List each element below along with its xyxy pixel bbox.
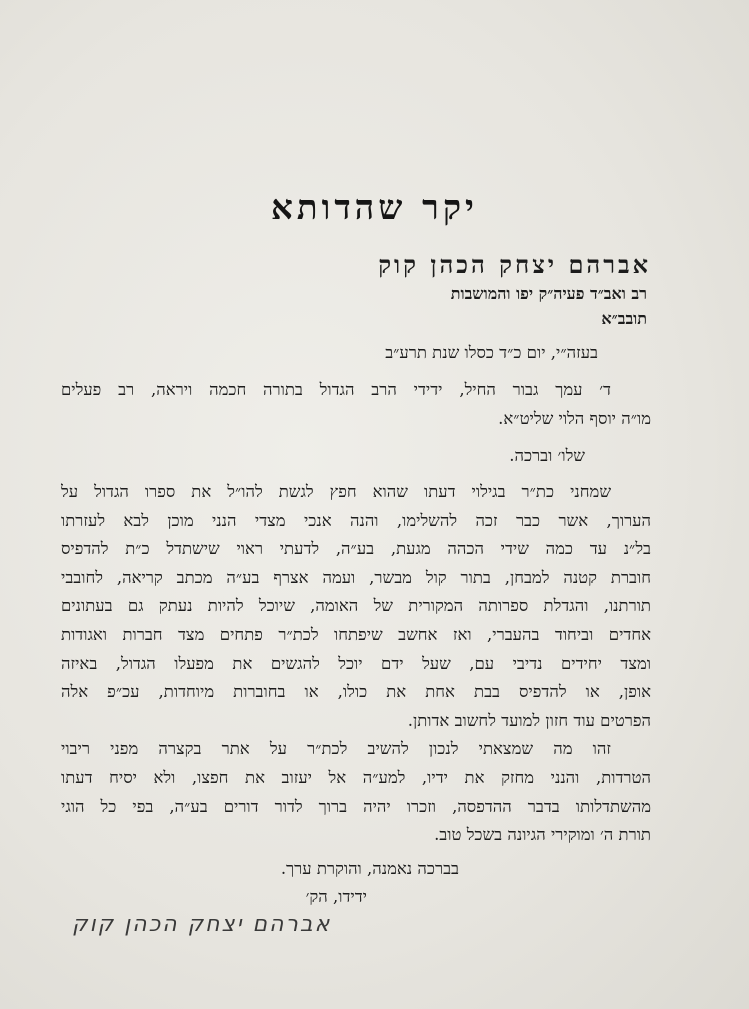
letterhead-blessing: תובב״א <box>601 309 647 328</box>
paragraph-line: מהשתדלותו בדבר ההדפסה, וזכרו יהיה ברוך לדור דורים בע״ה, בפי כל הוגי <box>61 796 651 816</box>
greeting: שלו׳ וברכה. <box>509 446 585 465</box>
salutation-line: ד׳ עמך גבור החיל, ידידי הרב הגדול בתורה חכמה ויראה, רב פעלים <box>61 380 611 399</box>
paragraph-line: הערוך, אשר כבר זכה להשלימו, והנה אנכי מצדי הנני מוכן לבא לעזרתו <box>61 510 651 530</box>
paragraph-line: בל״נ עד כמה שידי הכהה מגעת, בע״ה, לדעתי ראוי שישתדל כ״ת להדפיס <box>61 539 651 559</box>
paragraph-line: תורתנו, והגדלת ספרותה המקורית של האומה, שיוכל להיות נעתק גם בעתונים <box>61 596 651 616</box>
paragraph-line: חוברת קטנה למבחן, בתור קול מבשר, ועמה אצרף בע״ה מכתב קריאה, לחובבי <box>61 567 651 587</box>
paragraph-line: אופן, או להדפיס בבת אחת את כולו, או בחוברות מיוחדות, עכ״פ אלה <box>61 682 651 702</box>
paragraph-line: ומצד יחידים נדיבי עם, שעל ידם יוכל להגשים את מפעלו הגדול, באיזה <box>61 653 651 673</box>
letterhead-position: רב ואב״ד פעיה״ק יפו והמושבות <box>450 284 647 303</box>
letter-closing: בברכה נאמנה, והוקרת ערך. <box>280 859 459 878</box>
letter-date: בעזה״י, יום כ״ד כסלו שנת תרע״ב <box>385 343 598 362</box>
salutation <box>61 376 651 433</box>
paragraph-line: תורת ה׳ ומוקירי הגיונה בשכל טוב. <box>434 825 651 845</box>
handwritten-signature: אברהם יצחק הכהן קוק <box>72 912 332 937</box>
paragraph-line: הטרדות, והנני מחזק את ידיו, למע״ה אל יעזוב את חפצו, ולא יסיח דעתו <box>61 767 651 787</box>
paragraph-line: זהו מה שמצאתי לנכון להשיב לכת״ר על אתר בקצרה מפני ריבוי <box>61 739 611 759</box>
letterhead <box>91 250 651 330</box>
letter-signoff: ידידו, הק׳ <box>305 887 367 906</box>
paragraph-line: שמחני כת״ר בגילוי דעתו שהוא חפץ לגשת להו״ל את ספרו הגדול על <box>61 482 611 501</box>
paragraph-line: הפרטים עוד חזון למועד לחשוב אדותן. <box>407 710 651 730</box>
letterhead-name: אברהם יצחק הכהן קוק <box>378 250 651 279</box>
document-title: יקר שהדותא <box>271 188 478 228</box>
letter-body <box>61 478 651 850</box>
salutation-line: מו״ה יוסף הלוי שליט״א. <box>498 408 651 428</box>
paragraph-line: אחדים וביחוד בהעברי, ואז אחשב שיפתחו לכת״ר פתחים מצד חברות ואגודות <box>61 624 651 644</box>
